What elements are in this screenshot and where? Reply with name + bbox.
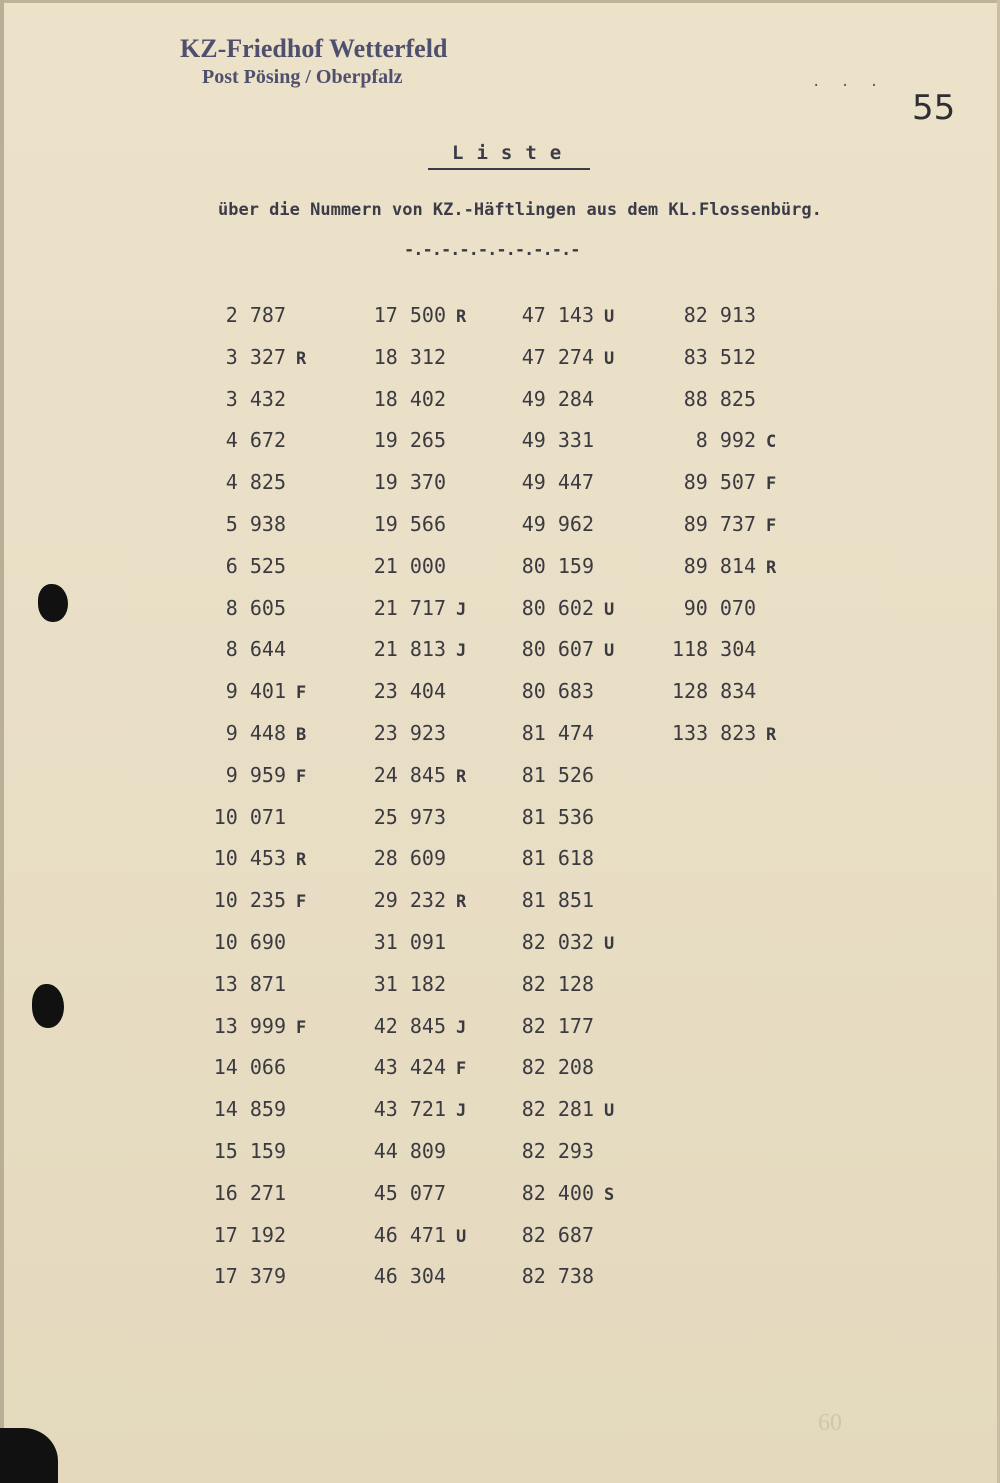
prisoner-number: 89 814: [683, 554, 756, 578]
prisoner-number: 10 235: [213, 888, 286, 912]
list-item: [202, 387, 286, 411]
list-item: [362, 1223, 466, 1249]
list-item: [202, 554, 286, 578]
list-item: [202, 512, 286, 536]
prisoner-number: 90 070: [683, 596, 756, 620]
category-letter: J: [456, 641, 467, 661]
corner-stain: [0, 1428, 58, 1483]
list-item: [672, 679, 756, 703]
list-item: [362, 387, 446, 411]
prisoner-number: 89 737: [683, 512, 756, 536]
list-item: [362, 303, 466, 329]
list-item: [672, 428, 776, 454]
list-item: [202, 1139, 286, 1163]
prisoner-number: 82 738: [521, 1264, 594, 1288]
list-item: [510, 1097, 614, 1123]
prisoner-number: 29 232: [373, 888, 446, 912]
list-item: [672, 387, 756, 411]
category-letter: U: [604, 641, 615, 661]
category-letter: S: [604, 1185, 615, 1205]
stamp-line-1: KZ-Friedhof Wetterfeld: [180, 34, 448, 63]
list-item: [362, 1097, 466, 1123]
category-letter: F: [296, 892, 307, 912]
list-item: [202, 1014, 306, 1040]
category-letter: F: [766, 516, 777, 536]
list-item: [202, 1264, 286, 1288]
prisoner-number: 8 605: [225, 596, 286, 620]
list-item: [672, 721, 776, 747]
list-item: [362, 679, 446, 703]
title-divider: -.-.-.-.-.-.-.-.-.-: [404, 240, 580, 260]
prisoner-number: 3 432: [225, 387, 286, 411]
prisoner-number: 49 284: [521, 387, 594, 411]
prisoner-number: 128 834: [672, 679, 757, 703]
prisoner-number: 46 471: [373, 1223, 446, 1247]
prisoner-number: 81 526: [521, 763, 594, 787]
prisoner-number: 14 859: [213, 1097, 286, 1121]
prisoner-number: 43 721: [373, 1097, 446, 1121]
list-item: [202, 1223, 286, 1247]
prisoner-number: 17 500: [373, 303, 446, 327]
category-letter: R: [766, 725, 777, 745]
prisoner-number: 80 683: [521, 679, 594, 703]
prisoner-number: 82 032: [521, 930, 594, 954]
list-item: [362, 972, 446, 996]
category-letter: J: [456, 1101, 467, 1121]
prisoner-number: 82 177: [521, 1014, 594, 1038]
list-item: [362, 637, 466, 663]
list-item: [362, 1055, 466, 1081]
prisoner-number: 18 402: [373, 387, 446, 411]
list-item: [672, 345, 756, 369]
ink-specks: · · ·: [812, 78, 885, 94]
prisoner-number: 82 913: [683, 303, 756, 327]
prisoner-number: 89 507: [683, 470, 756, 494]
prisoner-number: 24 845: [373, 763, 446, 787]
prisoner-number: 17 192: [213, 1223, 286, 1247]
prisoner-number: 10 453: [213, 846, 286, 870]
list-item: [672, 596, 756, 620]
category-letter: U: [604, 934, 615, 954]
prisoner-number: 81 474: [521, 721, 594, 745]
prisoner-number: 49 447: [521, 470, 594, 494]
prisoner-number: 81 536: [521, 805, 594, 829]
prisoner-number: 15 159: [213, 1139, 286, 1163]
list-item: [510, 428, 594, 452]
paper-edge-left: [0, 0, 4, 1483]
prisoner-number: 21 813: [373, 637, 446, 661]
category-letter: R: [456, 767, 467, 787]
prisoner-number: 19 566: [373, 512, 446, 536]
list-item: [510, 763, 594, 787]
prisoner-number: 83 512: [683, 345, 756, 369]
list-item: [510, 1139, 594, 1163]
list-item: [672, 554, 776, 580]
prisoner-number: 45 077: [373, 1181, 446, 1205]
list-item: [202, 805, 286, 829]
list-item: [362, 805, 446, 829]
prisoner-number: 8 644: [225, 637, 286, 661]
page-number: 55: [912, 88, 956, 128]
prisoner-number: 9 959: [225, 763, 286, 787]
prisoner-number: 82 687: [521, 1223, 594, 1247]
list-item: [202, 1097, 286, 1121]
prisoner-number: 23 923: [373, 721, 446, 745]
list-item: [510, 679, 594, 703]
category-letter: C: [766, 432, 777, 452]
list-item: [510, 345, 614, 371]
prisoner-number: 47 274: [521, 345, 594, 369]
list-item: [510, 1055, 594, 1079]
prisoner-number: 9 448: [225, 721, 286, 745]
category-letter: F: [296, 683, 307, 703]
prisoner-number: 14 066: [213, 1055, 286, 1079]
category-letter: B: [296, 725, 307, 745]
category-letter: U: [456, 1227, 467, 1247]
list-item: [202, 721, 306, 747]
list-item: [510, 637, 614, 663]
prisoner-number: 80 159: [521, 554, 594, 578]
category-letter: U: [604, 307, 615, 327]
prisoner-number: 10 690: [213, 930, 286, 954]
punch-hole-mark: [32, 984, 64, 1028]
prisoner-number: 82 281: [521, 1097, 594, 1121]
list-item: [362, 512, 446, 536]
category-letter: R: [456, 307, 467, 327]
prisoner-number: 25 973: [373, 805, 446, 829]
category-letter: R: [296, 850, 307, 870]
prisoner-number: 23 404: [373, 679, 446, 703]
list-item: [362, 1139, 446, 1163]
list-item: [510, 470, 594, 494]
stamp-line-2: Post Pösing / Oberpfalz: [202, 66, 403, 88]
prisoner-number: 82 293: [521, 1139, 594, 1163]
prisoner-number: 43 424: [373, 1055, 446, 1079]
list-item: [362, 1181, 446, 1205]
list-item: [510, 805, 594, 829]
cemetery-stamp: [180, 34, 447, 90]
list-item: [672, 303, 756, 327]
list-item: [202, 428, 286, 452]
list-item: [362, 596, 466, 622]
prisoner-number: 118 304: [672, 637, 757, 661]
prisoner-number: 13 999: [213, 1014, 286, 1038]
category-letter: F: [296, 767, 307, 787]
prisoner-number: 44 809: [373, 1139, 446, 1163]
prisoner-number: 3 327: [225, 345, 286, 369]
list-item: [362, 846, 446, 870]
list-item: [202, 763, 306, 789]
list-item: [362, 721, 446, 745]
list-item: [672, 637, 756, 661]
list-item: [510, 596, 614, 622]
paper-edge-top: [0, 0, 1000, 3]
page-title: Liste: [428, 142, 590, 170]
list-item: [362, 930, 446, 954]
list-item: [510, 1181, 614, 1207]
list-item: [510, 846, 594, 870]
prisoner-number: 49 331: [521, 428, 594, 452]
prisoner-number: 17 379: [213, 1264, 286, 1288]
prisoner-number: 49 962: [521, 512, 594, 536]
prisoner-number: 19 370: [373, 470, 446, 494]
list-item: [202, 1055, 286, 1079]
prisoner-number: 133 823: [672, 721, 757, 745]
list-item: [202, 637, 286, 661]
prisoner-number: 88 825: [683, 387, 756, 411]
list-item: [202, 679, 306, 705]
prisoner-number: 6 525: [225, 554, 286, 578]
prisoner-number: 5 938: [225, 512, 286, 536]
prisoner-number: 80 607: [521, 637, 594, 661]
list-item: [510, 512, 594, 536]
category-letter: J: [456, 1018, 467, 1038]
prisoner-number: 82 208: [521, 1055, 594, 1079]
list-item: [202, 846, 306, 872]
pencil-note: 60: [818, 1410, 842, 1436]
prisoner-number: 82 128: [521, 972, 594, 996]
category-letter: U: [604, 349, 615, 369]
prisoner-number: 47 143: [521, 303, 594, 327]
list-item: [510, 1014, 594, 1038]
list-item: [362, 763, 466, 789]
list-item: [510, 1223, 594, 1247]
category-letter: R: [456, 892, 467, 912]
list-item: [202, 470, 286, 494]
list-item: [202, 596, 286, 620]
prisoner-number: 31 182: [373, 972, 446, 996]
category-letter: U: [604, 1101, 615, 1121]
category-letter: R: [296, 349, 307, 369]
list-item: [202, 972, 286, 996]
category-letter: F: [456, 1059, 467, 1079]
prisoner-number: 31 091: [373, 930, 446, 954]
list-item: [202, 888, 306, 914]
prisoner-number: 4 672: [225, 428, 286, 452]
category-letter: F: [296, 1018, 307, 1038]
category-letter: F: [766, 474, 777, 494]
prisoner-number: 8 992: [695, 428, 756, 452]
list-item: [510, 1264, 594, 1288]
prisoner-number: 80 602: [521, 596, 594, 620]
page-subtitle: über die Nummern von KZ.-Häftlingen aus dem KL.Flossenbürg.: [218, 200, 822, 220]
list-item: [202, 303, 286, 327]
prisoner-number: 28 609: [373, 846, 446, 870]
list-item: [510, 972, 594, 996]
list-item: [362, 428, 446, 452]
prisoner-number: 82 400: [521, 1181, 594, 1205]
list-item: [202, 1181, 286, 1205]
category-letter: R: [766, 558, 777, 578]
list-item: [362, 1264, 446, 1288]
prisoner-number: 42 845: [373, 1014, 446, 1038]
prisoner-number: 2 787: [225, 303, 286, 327]
punch-hole-mark: [38, 584, 68, 622]
prisoner-number: 4 825: [225, 470, 286, 494]
list-item: [202, 930, 286, 954]
list-item: [362, 470, 446, 494]
list-item: [510, 387, 594, 411]
list-item: [362, 888, 466, 914]
list-item: [510, 721, 594, 745]
prisoner-number: 21 000: [373, 554, 446, 578]
category-letter: J: [456, 600, 467, 620]
list-item: [202, 345, 306, 371]
prisoner-number: 81 618: [521, 846, 594, 870]
prisoner-number: 9 401: [225, 679, 286, 703]
prisoner-number: 18 312: [373, 345, 446, 369]
prisoner-number: 16 271: [213, 1181, 286, 1205]
list-item: [362, 554, 446, 578]
prisoner-number: 19 265: [373, 428, 446, 452]
prisoner-number: 46 304: [373, 1264, 446, 1288]
prisoner-number: 21 717: [373, 596, 446, 620]
prisoner-number: 81 851: [521, 888, 594, 912]
list-item: [672, 512, 776, 538]
list-item: [362, 345, 446, 369]
list-item: [510, 930, 614, 956]
category-letter: U: [604, 600, 615, 620]
prisoner-number: 13 871: [213, 972, 286, 996]
list-item: [510, 303, 614, 329]
list-item: [362, 1014, 466, 1040]
list-item: [510, 888, 594, 912]
list-item: [672, 470, 776, 496]
prisoner-number: 10 071: [213, 805, 286, 829]
list-item: [510, 554, 594, 578]
